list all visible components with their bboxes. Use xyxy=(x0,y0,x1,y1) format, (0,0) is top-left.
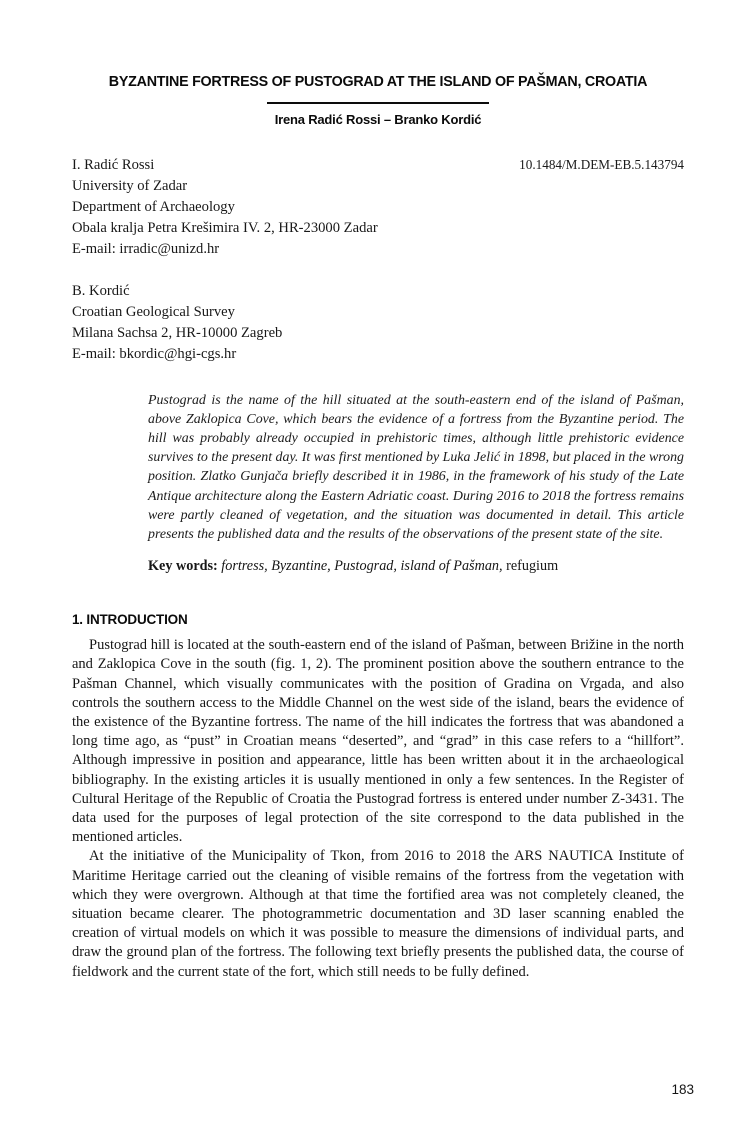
doi: 10.1484/M.DEM-EB.5.143794 xyxy=(519,156,684,172)
author-name: I. Radić Rossi xyxy=(72,156,155,173)
email-line: E-mail: bkordic@hgi-cgs.hr xyxy=(72,345,237,362)
affiliation-line: Department of Archaeology xyxy=(72,198,235,215)
title-rule xyxy=(267,102,489,104)
paper-title: BYZANTINE FORTRESS OF PUSTOGRAD AT THE ISLAND OF PAŠMAN, CROATIA xyxy=(108,74,648,90)
affiliation-line: Obala kralja Petra Krešimira IV. 2, HR-23000 Zadar xyxy=(72,219,378,236)
section-heading-introduction: 1. INTRODUCTION xyxy=(72,612,188,628)
keywords-roman-term: refugium xyxy=(506,558,559,575)
affiliation-line: University of Zadar xyxy=(72,177,188,194)
affiliation-line: Croatian Geological Survey xyxy=(72,303,235,320)
author-affiliation-block-1 xyxy=(72,154,684,260)
authors-line: Irena Radić Rossi – Branko Kordić xyxy=(274,111,482,127)
page-number: 183 xyxy=(671,1082,694,1097)
author-name-row xyxy=(72,154,684,176)
email-line: E-mail: irradic@unizd.hr xyxy=(72,240,220,257)
intro-paragraph-1: Pustograd hill is located at the south-eastern end of the island of Pašman, between Brižine in the north and Zaklopica Cove in the south (fig. 1, 2). The prominent position above the southern entrance to the Pašman Channel, which visually communicates with the position of Gradina on Vrgada, and also controls the southern access to the Middle Channel on the west side of the island, bears the evidence of the existence of the Byzantine fortress. The name of the hill indicates the fortress that was abandoned a long time ago, as “pust” in Croatian means “deserted”, and “grad” in this case refers to a “hillfort”. Although impressive in position and appearance, little has been written about it in the archaeological bibliography. In the existing articles it is usually mentioned in only a few sentences. In the Register of Cultural Heritage of the Republic of Croatia the Pustograd fortress is entered under number Z-3431. The data used for the purposes of legal protection of the site correspond to the data published in the mentioned articles. xyxy=(72,637,684,846)
intro-paragraph-2: At the initiative of the Municipality of Tkon, from 2016 to 2018 the ARS NAUTICA Institute of Maritime Heritage carried out the cleaning of visible remains of the fortress from the vegetation with which they were overgrown. Although at that time the fortified area was not completely cleaned, the situation became clearer. The photogrammetric documentation and 3D laser scanning enabled the creation of virtual models on which it was possible to measure the dimensions of individual parts, and draw the ground plan of the fortress. The following text briefly presents the published data, the course of fieldwork and the current state of the fort, which still needs to be fully defined. xyxy=(72,848,684,980)
paper-page xyxy=(0,74,755,982)
keywords-label: Key words: xyxy=(148,558,218,575)
keywords xyxy=(148,558,684,575)
keywords-italic-terms: fortress, Byzantine, Pustograd, island of Pašman, xyxy=(221,558,503,575)
author-affiliation-block-2 xyxy=(72,281,684,365)
abstract: Pustograd is the name of the hill situated at the south-eastern end of the island of Pašman, above Zaklopica Cove, which bears the evidence of a fortress from the Byzantine period. The hill was probably already occupied in prehistoric times, although little prehistoric evidence survives to the present day. It was first mentioned by Luka Jelić in 1898, but placed in the wrong position. Zlatko Gunjača briefly described it in 1986, in the framework of his study of the Late Antique architecture along the Eastern Adriatic coast. During 2016 to 2018 the fortress remains were partly cleaned of vegetation, and the situation was documented in detail. This article presents the published data and the results of the observations of the present state of the site. xyxy=(148,392,684,542)
author-name: B. Kordić xyxy=(72,282,130,299)
affiliation-line: Milana Sachsa 2, HR-10000 Zagreb xyxy=(72,324,283,341)
